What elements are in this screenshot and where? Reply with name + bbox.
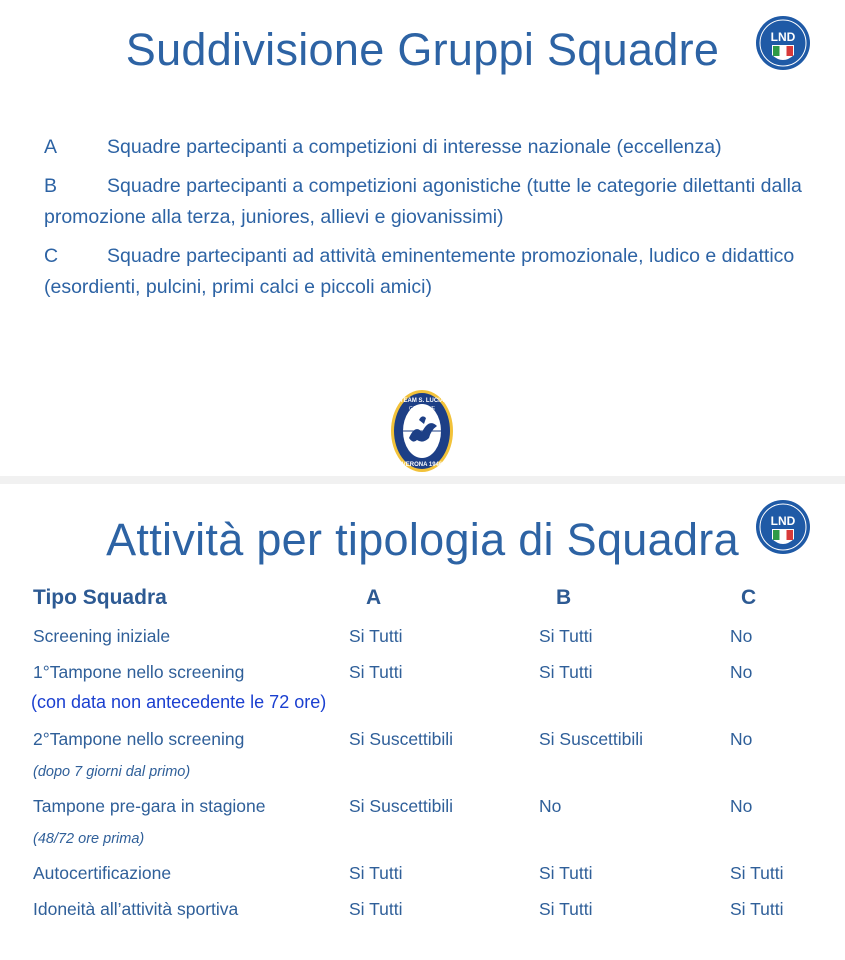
group-item-a xyxy=(44,132,814,163)
row-value-b: Si Tutti xyxy=(539,662,593,682)
lnd-logo-icon xyxy=(755,15,811,71)
slide-suddivisione-gruppi xyxy=(0,0,845,476)
row-value-c: Si Tutti xyxy=(730,863,784,883)
row-value-b: Si Suscettibili xyxy=(539,729,644,749)
row-value-a: Si Tutti xyxy=(349,899,403,919)
team-crest-logo-icon xyxy=(389,388,455,474)
group-list xyxy=(44,132,814,311)
slide-title: Suddivisione Gruppi Squadre xyxy=(125,24,720,75)
row-note: (dopo 7 giorni dal primo) xyxy=(33,764,191,780)
group-letter: A xyxy=(44,136,58,158)
row-value-a: Si Tutti xyxy=(349,626,403,646)
row-value-b: Si Tutti xyxy=(539,863,593,883)
row-value-c: No xyxy=(730,729,753,749)
group-description: Squadre partecipanti a competizioni di interesse nazionale (eccellenza) xyxy=(107,136,722,158)
table-header-a: A xyxy=(366,586,382,609)
group-description: Squadre partecipanti a competizioni agonistiche (tutte le categorie dilettanti dalla promozione alla terza, juniores, allievi e giovanissimi) xyxy=(44,175,802,228)
group-description: Squadre partecipanti ad attività eminentemente promozionale, ludico e didattico (esordienti, pulcini, primi calci e piccoli amici) xyxy=(44,245,795,298)
row-value-c: No xyxy=(730,796,753,816)
row-value-a: Si Suscettibili xyxy=(349,796,454,816)
group-letter: C xyxy=(44,245,59,267)
row-value-b: Si Tutti xyxy=(539,626,593,646)
svg-text:VERONA 1946: VERONA 1946 xyxy=(401,462,443,468)
row-label: 1°Tampone nello screening xyxy=(33,662,245,682)
svg-text:TEAM S. LUCIA: TEAM S. LUCIA xyxy=(399,398,445,404)
row-label: 2°Tampone nello screening xyxy=(33,729,245,749)
row-value-b: Si Tutti xyxy=(539,899,593,919)
table-header-c: C xyxy=(741,586,757,609)
row-value-c: No xyxy=(730,662,753,682)
row-label: Idoneità all’attività sportiva xyxy=(33,899,239,919)
group-item-c xyxy=(44,241,814,303)
table-header-b: B xyxy=(556,586,572,609)
slide-title: Attività per tipologia di Squadra xyxy=(106,514,739,565)
row-value-b: No xyxy=(539,796,562,816)
row-label: Autocertificazione xyxy=(33,863,172,883)
row-value-c: No xyxy=(730,626,753,646)
row-value-a: Si Tutti xyxy=(349,863,403,883)
row-note: (48/72 ore prima) xyxy=(33,831,145,847)
row-label: Screening iniziale xyxy=(33,626,171,646)
table-header-label: Tipo Squadra xyxy=(33,586,167,609)
row-value-a: Si Suscettibili xyxy=(349,729,454,749)
svg-text:LND: LND xyxy=(770,514,796,528)
group-letter: B xyxy=(44,175,58,197)
svg-text:LND: LND xyxy=(770,30,796,44)
row-value-a: Si Tutti xyxy=(349,662,403,682)
row-label: Tampone pre-gara in stagione xyxy=(33,796,266,816)
group-item-b xyxy=(44,171,814,233)
row-value-c: Si Tutti xyxy=(730,899,784,919)
activity-table xyxy=(0,484,845,960)
slide-attivita-tipologia xyxy=(0,484,845,960)
svg-text:GOLOSINE: GOLOSINE xyxy=(408,406,436,412)
row-note: (con data non antecedente le 72 ore) xyxy=(31,692,327,712)
